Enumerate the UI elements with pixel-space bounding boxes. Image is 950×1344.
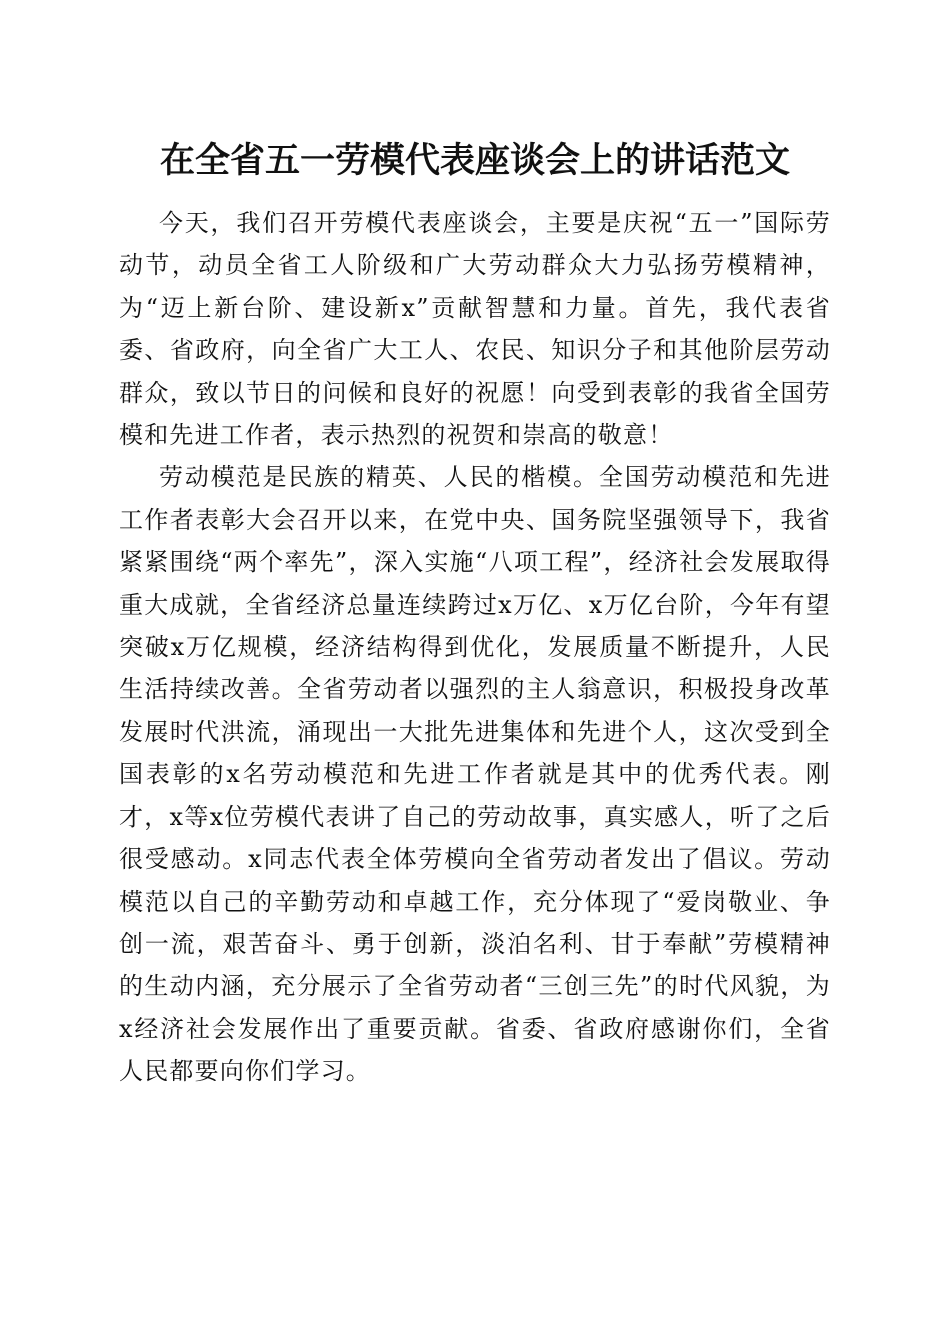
document-body — [119, 202, 831, 1093]
paragraph-2: 劳动模范是民族的精英、人民的楷模。全国劳动模范和先进工作者表彰大会召开以来，在党中央、国务院坚强领导下，我省紧紧围绕“两个率先”，深入实施“八项工程”，经济社会发展取得重大成就，全省经济总量连续跨过x万亿、x万亿台阶，今年有望突破x万亿规模，经济结构得到优化，发展质量不断提升，人民生活持续改善。全省劳动者以强烈的主人翁意识，积极投身改革发展时代洪流，涌现出一大批先进集体和先进个人，这次受到全国表彰的x名劳动模范和先进工作者就是其中的优秀代表。刚才，x等x位劳模代表讲了自己的劳动故事，真实感人，听了之后很受感动。x同志代表全体劳模向全省劳动者发出了倡议。劳动模范以自己的辛勤劳动和卓越工作，充分体现了“爱岗敬业、争创一流，艰苦奋斗、勇于创新，淡泊名利、甘于奉献”劳模精神的生动内涵，充分展示了全省劳动者“三创三先”的时代风貌，为x经济社会发展作出了重要贡献。省委、省政府感谢你们，全省人民都要向你们学习。 — [119, 463, 831, 1086]
paragraph-1: 今天，我们召开劳模代表座谈会，主要是庆祝“五一”国际劳动节，动员全省工人阶级和广大劳动群众大力弘扬劳模精神，为“迈上新台阶、建设新x”贡献智慧和力量。首先，我代表省委、省政府，向全省广大工人、农民、知识分子和其他阶层劳动群众，致以节日的问候和良好的祝愿！向受到表彰的我省全国劳模和先进工作者，表示热烈的祝贺和崇高的敬意！ — [119, 209, 831, 450]
document-title: 在全省五一劳模代表座谈会上的讲话范文 — [159, 140, 790, 181]
